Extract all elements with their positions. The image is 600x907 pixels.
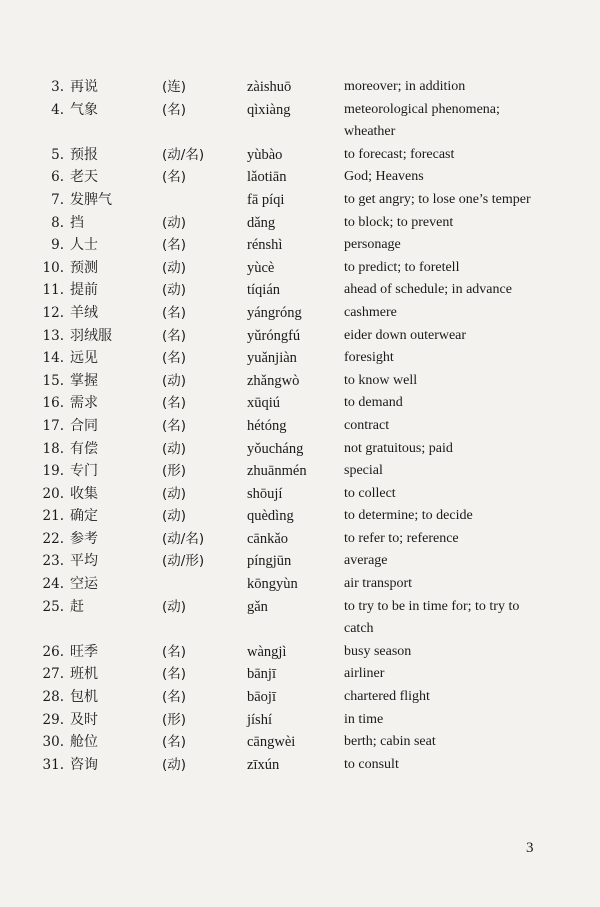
entry-word: 羽绒服 (70, 327, 112, 344)
entry-number: 21. (42, 508, 64, 525)
entry-pinyin: jíshí (247, 711, 272, 728)
entry-part-of-speech: (名) (162, 417, 187, 434)
entry-part-of-speech: (名) (162, 350, 187, 367)
entry-word: 羊绒 (70, 304, 98, 321)
entry-pinyin: yuǎnjiàn (247, 350, 297, 367)
entry-part-of-speech: (动) (162, 259, 187, 276)
entry-number: 29. (42, 711, 64, 728)
entry-number: 18. (42, 440, 64, 457)
vocab-entry (0, 503, 600, 526)
entry-definition: God; Heavens (344, 169, 424, 185)
entry-pinyin: zīxún (247, 756, 280, 773)
entry-part-of-speech: (动/形) (162, 553, 205, 570)
vocab-entry (0, 729, 600, 752)
entry-word: 收集 (70, 485, 98, 502)
entry-word: 人士 (70, 237, 98, 254)
vocab-entry (0, 752, 600, 775)
entry-pinyin: rénshì (247, 237, 283, 254)
entry-word: 及时 (70, 711, 98, 728)
entry-part-of-speech: (名) (162, 169, 187, 186)
entry-number: 20. (42, 485, 64, 502)
entry-number: 10. (42, 259, 64, 276)
entry-part-of-speech: (动) (162, 756, 187, 773)
entry-number: 23. (42, 553, 64, 570)
entry-word: 挡 (70, 214, 84, 231)
entry-word: 发脾气 (70, 191, 112, 208)
entry-part-of-speech: (名) (162, 327, 187, 344)
entry-word: 需求 (70, 395, 98, 412)
entry-part-of-speech: (名) (162, 643, 187, 660)
entry-pinyin: cānkǎo (247, 530, 289, 547)
entry-definition: in time (344, 711, 384, 727)
entry-word: 空运 (70, 576, 98, 593)
entry-definition: chartered flight (344, 689, 430, 705)
entry-part-of-speech: (形) (162, 463, 187, 480)
entry-pinyin: zhǎngwò (247, 372, 300, 389)
entry-pinyin: lǎotiān (247, 169, 287, 186)
entry-word: 再说 (70, 79, 98, 95)
entry-word: 有偿 (70, 440, 98, 457)
entry-definition: airliner (344, 666, 385, 682)
entry-word: 远见 (70, 350, 98, 367)
entry-word: 参考 (70, 530, 98, 547)
entry-pinyin: gǎn (247, 598, 268, 615)
entry-word: 气象 (70, 101, 98, 118)
entry-definition: to know well (344, 372, 418, 388)
vocab-entry (0, 548, 600, 571)
entry-definition: to block; to prevent (344, 214, 454, 230)
entry-definition: ahead of schedule; in advance (344, 282, 512, 298)
entry-definition: to consult (344, 756, 399, 772)
entry-pinyin: píngjūn (247, 553, 292, 570)
vocab-entry (0, 458, 600, 481)
vocab-entry (0, 74, 600, 97)
entry-word: 赶 (70, 598, 84, 615)
entry-definition: contract (344, 417, 390, 433)
entry-pinyin: kōngyùn (247, 576, 298, 593)
entry-number: 27. (42, 666, 64, 683)
entry-part-of-speech: (名) (162, 304, 187, 321)
entry-pinyin: yángróng (247, 304, 302, 321)
vocab-entry (0, 142, 600, 165)
entry-part-of-speech: (动) (162, 440, 187, 457)
entry-definition: air transport (344, 576, 413, 592)
entry-pinyin: dǎng (247, 214, 276, 231)
entry-number: 30. (42, 734, 64, 751)
entry-word: 专门 (70, 463, 98, 480)
entry-number: 6. (51, 169, 64, 186)
entry-definition: to collect (344, 485, 396, 501)
vocab-entry (0, 277, 600, 300)
entry-word: 合同 (70, 417, 98, 434)
vocab-entry (0, 345, 600, 368)
entry-definition: to refer to; reference (344, 530, 459, 546)
entry-definition: to forecast; forecast (344, 146, 455, 162)
entry-number: 28. (42, 689, 64, 706)
vocab-entry (0, 232, 600, 255)
entry-number: 14. (42, 350, 64, 367)
entry-number: 31. (42, 756, 64, 773)
entry-definition: personage (344, 237, 401, 253)
entry-part-of-speech: (动) (162, 598, 187, 615)
entry-part-of-speech: (连) (162, 79, 187, 95)
entry-number: 3. (51, 79, 64, 95)
entry-part-of-speech: (动) (162, 485, 187, 502)
entry-part-of-speech: (动) (162, 214, 187, 231)
entry-pinyin: cāngwèi (247, 734, 296, 751)
entry-pinyin: bānjī (247, 666, 276, 683)
entry-pinyin: hétóng (247, 417, 287, 434)
entry-number: 19. (42, 463, 64, 480)
vocab-entry (0, 164, 600, 187)
entry-part-of-speech: (动) (162, 508, 187, 525)
vocab-entry (0, 571, 600, 594)
entry-pinyin: yǔróngfú (247, 327, 301, 344)
entry-number: 15. (42, 372, 64, 389)
entry-word: 平均 (70, 553, 98, 570)
vocab-entry (0, 526, 600, 549)
vocab-entry (0, 210, 600, 233)
entry-word: 包机 (70, 689, 98, 706)
entry-definition: to demand (344, 395, 403, 411)
entry-part-of-speech: (名) (162, 237, 187, 254)
entry-definition: berth; cabin seat (344, 734, 436, 750)
vocab-entry (0, 390, 600, 413)
entry-number: 24. (42, 576, 64, 593)
entry-definition: special (344, 463, 383, 479)
entry-word: 提前 (70, 282, 98, 299)
entry-number: 11. (42, 282, 64, 299)
entry-pinyin: fā píqi (247, 191, 285, 208)
vocab-entry (0, 255, 600, 278)
entry-definition: busy season (344, 643, 412, 659)
entry-pinyin: wàngjì (247, 643, 287, 660)
entry-pinyin: quèdìng (247, 508, 294, 525)
entry-number: 22. (42, 530, 64, 547)
entry-part-of-speech: (名) (162, 101, 187, 118)
entry-number: 13. (42, 327, 64, 344)
entry-number: 17. (42, 417, 64, 434)
entry-definition: foresight (344, 350, 394, 366)
entry-number: 8. (51, 214, 64, 231)
vocab-entry (0, 368, 600, 391)
entry-word: 确定 (70, 508, 98, 525)
entry-word: 预测 (70, 259, 98, 276)
vocab-entry (0, 661, 600, 684)
entry-pinyin: yùcè (247, 259, 275, 276)
entry-pinyin: bāojī (247, 689, 276, 706)
entry-number: 5. (51, 146, 64, 163)
entry-number: 12. (42, 304, 64, 321)
vocab-entry (0, 323, 600, 346)
vocab-entry (0, 481, 600, 504)
entry-word: 咨询 (70, 756, 98, 773)
entry-number: 26. (42, 643, 64, 660)
entry-pinyin: zàishuō (247, 79, 292, 95)
entry-number: 4. (51, 101, 64, 118)
entry-part-of-speech: (名) (162, 395, 187, 412)
vocab-entry (0, 97, 600, 142)
vocab-entry (0, 594, 600, 639)
entry-definition: to try to be in time for; to try to catch (344, 598, 520, 637)
vocab-entry (0, 413, 600, 436)
entry-definition: not gratuitous; paid (344, 440, 453, 456)
entry-part-of-speech: (动/名) (162, 530, 205, 547)
entry-part-of-speech: (动) (162, 372, 187, 389)
entry-number: 7. (51, 191, 64, 208)
vocab-entry (0, 684, 600, 707)
entry-definition: eider down outerwear (344, 327, 467, 343)
entry-pinyin: qìxiàng (247, 101, 291, 118)
entry-number: 25. (42, 598, 64, 615)
entry-part-of-speech: (动) (162, 282, 187, 299)
entry-part-of-speech: (名) (162, 734, 187, 751)
entry-definition: moreover; in addition (344, 79, 466, 94)
entry-part-of-speech: (名) (162, 689, 187, 706)
entry-definition: meteorological phenomena; wheather (344, 101, 500, 140)
entry-pinyin: xūqiú (247, 395, 281, 412)
entry-number: 16. (42, 395, 64, 412)
entry-word: 舱位 (70, 734, 98, 751)
entry-definition: to get angry; to lose one’s temper (344, 191, 531, 207)
entry-word: 预报 (70, 146, 98, 163)
entry-word: 老天 (70, 169, 98, 186)
vocab-entry (0, 300, 600, 323)
page-number: 3 (526, 840, 534, 856)
entry-pinyin: yǒucháng (247, 440, 304, 457)
vocab-entry (0, 707, 600, 730)
entry-part-of-speech: (名) (162, 666, 187, 683)
entry-part-of-speech: (形) (162, 711, 187, 728)
entry-definition: cashmere (344, 304, 397, 320)
entry-definition: to determine; to decide (344, 508, 473, 524)
vocab-entry (0, 639, 600, 662)
entry-pinyin: tíqián (247, 282, 281, 299)
entry-part-of-speech: (动/名) (162, 146, 205, 163)
entry-definition: average (344, 553, 388, 569)
entry-word: 掌握 (70, 372, 98, 389)
entry-pinyin: zhuānmén (247, 463, 307, 480)
entry-word: 旺季 (70, 643, 98, 660)
entry-pinyin: shōují (247, 485, 283, 502)
vocabulary-list (0, 74, 600, 774)
vocab-entry (0, 187, 600, 210)
entry-number: 9. (51, 237, 64, 254)
entry-pinyin: yùbào (247, 146, 283, 163)
entry-definition: to predict; to foretell (344, 259, 460, 275)
entry-word: 班机 (70, 666, 98, 683)
vocab-entry (0, 436, 600, 459)
